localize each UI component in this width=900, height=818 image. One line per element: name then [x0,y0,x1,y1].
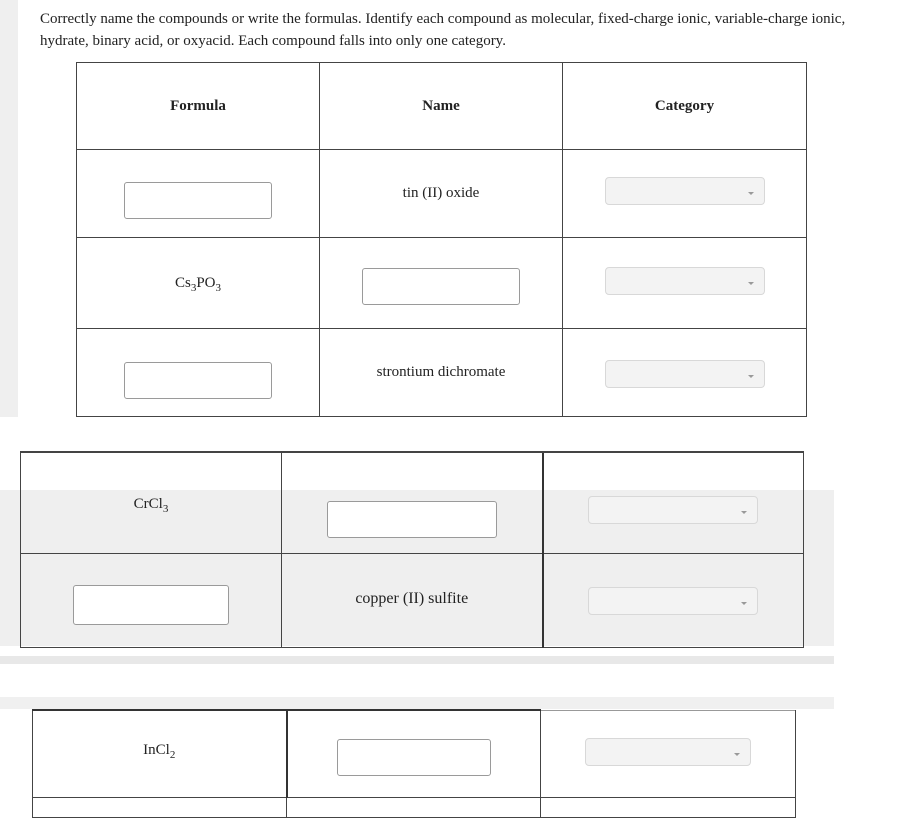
table-row [21,452,804,553]
compound-table-part-1 [76,62,807,417]
category-select-crcl3[interactable] [588,496,758,524]
name-cell [320,150,563,238]
category-select-incl2[interactable] [585,738,751,766]
compound-formula-incl2: InCl$_2$ [143,742,176,761]
table-row [77,238,807,329]
question-instructions: Correctly name the compounds or write the formulas. Identify each compound as molecular, fixed-charge ionic, variable-charge ionic, hydrate, binary acid, or oxyacid. Each compound falls into only one category. [40,11,846,49]
name-cell [287,710,541,797]
page-left-strip [0,0,18,417]
category-select-tin-ii-oxide[interactable] [605,177,765,205]
chevron-down-icon [748,192,754,195]
category-column-header: Category [563,63,807,150]
chevron-down-icon [748,282,754,285]
formula-cell [77,238,320,329]
chevron-down-icon [741,602,747,605]
table-row [33,710,796,797]
formula-input-strontium-dichromate[interactable] [124,362,272,399]
category-cell [563,329,807,417]
panel-header-strip [0,697,834,709]
formula-cell [33,797,287,817]
table-header-row [77,63,807,150]
name-cell [320,329,563,417]
name-cell [282,553,543,647]
category-select-cs3po3[interactable] [605,267,765,295]
compound-formula-crcl3: CrCl$_3$ [133,496,169,515]
compound-table-part-2 [20,451,804,648]
chevron-down-icon [748,375,754,378]
name-column-header: Name [320,63,563,150]
category-cell [543,452,804,553]
chevron-down-icon [734,753,740,756]
formula-cell [33,710,287,797]
formula-input-tin-ii-oxide[interactable] [124,182,272,219]
table-row [77,329,807,417]
name-input-crcl3[interactable] [327,501,497,538]
category-cell [563,238,807,329]
category-cell [541,797,796,817]
category-select-copper-ii-sulfite[interactable] [588,587,758,615]
table-row [21,553,804,647]
compound-formula-cs3po3: $Cs_3PO_3$ [174,275,222,294]
formula-cell [77,150,320,238]
table-row [77,150,807,238]
category-cell [543,553,804,647]
table-row [33,797,796,817]
category-cell [541,710,796,797]
compound-table-part-3 [32,709,796,818]
panel-separator [0,656,834,664]
category-select-strontium-dichromate[interactable] [605,360,765,388]
compound-name: strontium dichromate [376,364,506,380]
formula-cell [21,452,282,553]
name-input-cs3po3[interactable] [362,268,520,305]
formula-column-header: Formula [77,63,320,150]
name-cell [287,797,541,817]
category-cell [563,150,807,238]
compound-name: tin (II) oxide [402,185,480,201]
compound-name: copper (II) sulfite [355,589,469,607]
chevron-down-icon [741,511,747,514]
name-input-incl2[interactable] [337,739,491,776]
formula-input-copper-ii-sulfite[interactable] [73,585,229,625]
name-cell [282,452,543,553]
formula-cell [21,553,282,647]
formula-cell [77,329,320,417]
name-cell [320,238,563,329]
